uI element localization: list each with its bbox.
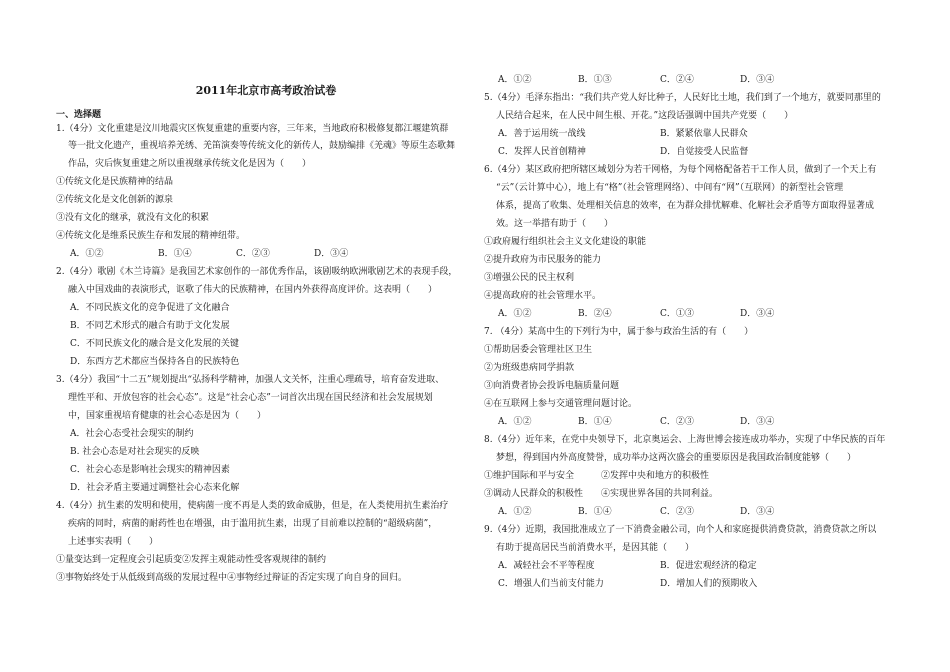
option-d: D．③④ bbox=[740, 507, 775, 517]
option-b: B．①③ bbox=[578, 75, 612, 85]
statement: ④提高政府的社会管理水平。 bbox=[484, 291, 602, 301]
question-text: 2.（4分）歌剧《木兰诗篇》是我国艺术家创作的一部优秀作品，该剧吸纳欧洲歌剧艺术的表现手段， bbox=[56, 267, 458, 277]
page-title: 2011年北京市高考政治试卷 bbox=[195, 84, 337, 97]
question-text: 体系，提高了收集、处理相关信息的效率，在为群众排忧解难、化解社会矛盾等方面取得显著成 bbox=[496, 201, 875, 211]
question-text: 人民结合起来，在人民中间生根、开花。”这段话强调中国共产党要（ ） bbox=[496, 111, 794, 121]
question-text: “云”（云计算中心），地上有“格”（社会管理网络）、中间有“网”（互联网）的新型社会管理 bbox=[496, 183, 844, 193]
question-text: 梦想，得到国内外高度赞誉，成功举办这两次盛会的重要原因是我国政治制度能够（ ） bbox=[496, 453, 857, 463]
question-text: 7. （4分）某高中生的下列行为中，属于参与政治生活的有（ ） bbox=[484, 327, 754, 337]
question-text: 效。这一举措有助于（ ） bbox=[496, 219, 614, 229]
statement: ③没有文化的继承，就没有文化的积累 bbox=[56, 213, 210, 223]
option-c: C．②③ bbox=[660, 507, 694, 517]
option-c: C．增强人们当前支付能力 bbox=[498, 579, 604, 589]
option-c: C．②③ bbox=[236, 249, 270, 259]
option-b: B．不同艺术形式的融合有助于文化发展 bbox=[70, 321, 230, 331]
option-c: C．①③ bbox=[660, 309, 694, 319]
statement: ③调动人民群众的积极性 ④实现世界各国的共同利益。 bbox=[484, 489, 719, 499]
option-b: B．②④ bbox=[578, 309, 612, 319]
statement: ③事物始终处于从低级到高级的发展过程中④事物经过辩证的否定实现了向自身的回归。 bbox=[56, 573, 408, 583]
statement: ③增强公民的民主权利 bbox=[484, 273, 575, 283]
statement: ①帮助居委会管理社区卫生 bbox=[484, 345, 593, 355]
statement: ①政府履行组织社会主义文化建设的职能 bbox=[484, 237, 647, 247]
option-d: D．③④ bbox=[314, 249, 349, 259]
question-text: 9.（4分）近期，我国批准成立了一下消费金融公司，向个人和家庭提供消费贷款，消费贷款之所以 bbox=[484, 525, 877, 535]
question-text: 1.（4分）文化重建是汶川地震灾区恢复重建的重要内容，三年来，当地政府积极修复都江堰建筑群 bbox=[56, 124, 449, 134]
question-text: 上述事实表明（ ） bbox=[68, 537, 159, 547]
option-a: A．①② bbox=[498, 417, 532, 427]
option-d: D．社会矛盾主要通过调整社会心态来化解 bbox=[70, 483, 240, 493]
statement: ③向消费者协会投诉电脑质量问题 bbox=[484, 381, 620, 391]
option-a: A．社会心态受社会现实的制约 bbox=[70, 429, 194, 439]
option-b: B．①④ bbox=[158, 249, 192, 259]
option-b: B．促进宏观经济的稳定 bbox=[660, 561, 757, 571]
question-text: 5.（4分）毛泽东指出：“我们共产党人好比种子，人民好比土地，我们到了一个地方，就要同那里的 bbox=[484, 93, 881, 103]
option-c: C．②④ bbox=[660, 75, 694, 85]
option-b: B．①④ bbox=[578, 507, 612, 517]
option-a: A．①② bbox=[498, 507, 532, 517]
question-text: 等一批文化遗产，重视培养羌绣、羌笛演奏等传统文化的新传人，鼓励编排《羌魂》等原生态歌舞 bbox=[68, 141, 456, 151]
question-text: 疾病的同时，病菌的耐药性也在增强，由于滥用抗生素，出现了目前难以控制的“超级病菌”， bbox=[68, 519, 438, 529]
option-b: B．紧紧依靠人民群众 bbox=[660, 129, 748, 139]
option-a: A．①② bbox=[70, 249, 104, 259]
statement: ②传统文化是文化创新的源泉 bbox=[56, 195, 174, 205]
option-a: A．①② bbox=[498, 75, 532, 85]
statement: ①量变达到一定程度会引起质变②发挥主观能动性受客观规律的制约 bbox=[56, 555, 327, 565]
question-text: 作品，灾后恢复重建之所以重视继承传统文化是因为（ ） bbox=[68, 159, 312, 169]
question-text: 有助于提高居民当前消费水平，是因其能（ ） bbox=[496, 543, 695, 553]
statement: ④传统文化是维系民族生存和发展的精神纽带。 bbox=[56, 231, 246, 241]
question-text: 6.（4分）某区政府把所辖区域划分为若干网格，为每个网格配备若干工作人员，做到了一个天上有 bbox=[484, 165, 877, 175]
question-text: 中，国家重视培育健康的社会心态是因为（ ） bbox=[68, 411, 267, 421]
option-c: C．不同民族文化的融合是文化发展的关键 bbox=[70, 339, 239, 349]
option-b: B. 社会心态是对社会现实的反映 bbox=[70, 447, 200, 457]
statement: ①维护国际和平与安全 ②发挥中央和地方的积极性 bbox=[484, 471, 710, 481]
option-a: A．不同民族文化的竞争促进了文化融合 bbox=[70, 303, 230, 313]
statement: ①传统文化是民族精神的结晶 bbox=[56, 177, 174, 187]
question-text: 理性平和、开放包容的社会心态”。这是“社会心态”一词首次出现在国民经济和社会发展规划 bbox=[68, 393, 433, 403]
option-c: C．②③ bbox=[660, 417, 694, 427]
option-d: D．③④ bbox=[740, 417, 775, 427]
statement: ②提升政府为市民服务的能力 bbox=[484, 255, 602, 265]
option-d: D．③④ bbox=[740, 75, 775, 85]
statement: ④在互联网上参与交通管理问题讨论。 bbox=[484, 399, 638, 409]
question-text: 融入中国戏曲的表演形式，讴歌了伟大的民族精神，在国内外获得高度评价。这表明（ ） bbox=[68, 285, 438, 295]
option-b: B．①④ bbox=[578, 417, 612, 427]
option-d: D．东西方艺术都应当保持各自的民族特色 bbox=[70, 357, 240, 367]
question-text: 8.（4分）近年来，在党中央领导下，北京奥运会、上海世博会接连成功举办，实现了中华民族的百年 bbox=[484, 435, 886, 445]
statement: ②为班级患病同学捐款 bbox=[484, 363, 575, 373]
question-text: 3.（4分）我国“十二五”规划提出“弘扬科学精神，加强人文关怀，注重心理疏导，培育奋发进取、 bbox=[56, 375, 445, 385]
option-a: A．减轻社会不平等程度 bbox=[498, 561, 595, 571]
section-heading: 一、选择题 bbox=[56, 110, 102, 120]
option-d: D．增加人们的预期收入 bbox=[660, 579, 758, 589]
option-a: A．①② bbox=[498, 309, 532, 319]
option-c: C．发挥人民首创精神 bbox=[498, 147, 586, 157]
option-d: D．自觉接受人民监督 bbox=[660, 147, 749, 157]
option-a: A．善于运用统一战线 bbox=[498, 129, 586, 139]
question-text: 4.（4分）抗生素的发明和使用，使病菌一度不再是人类的致命威胁，但是，在人类使用抗生素治疗 bbox=[56, 501, 449, 511]
option-d: D．③④ bbox=[740, 309, 775, 319]
option-c: C．社会心态是影响社会现实的精神因素 bbox=[70, 465, 230, 475]
